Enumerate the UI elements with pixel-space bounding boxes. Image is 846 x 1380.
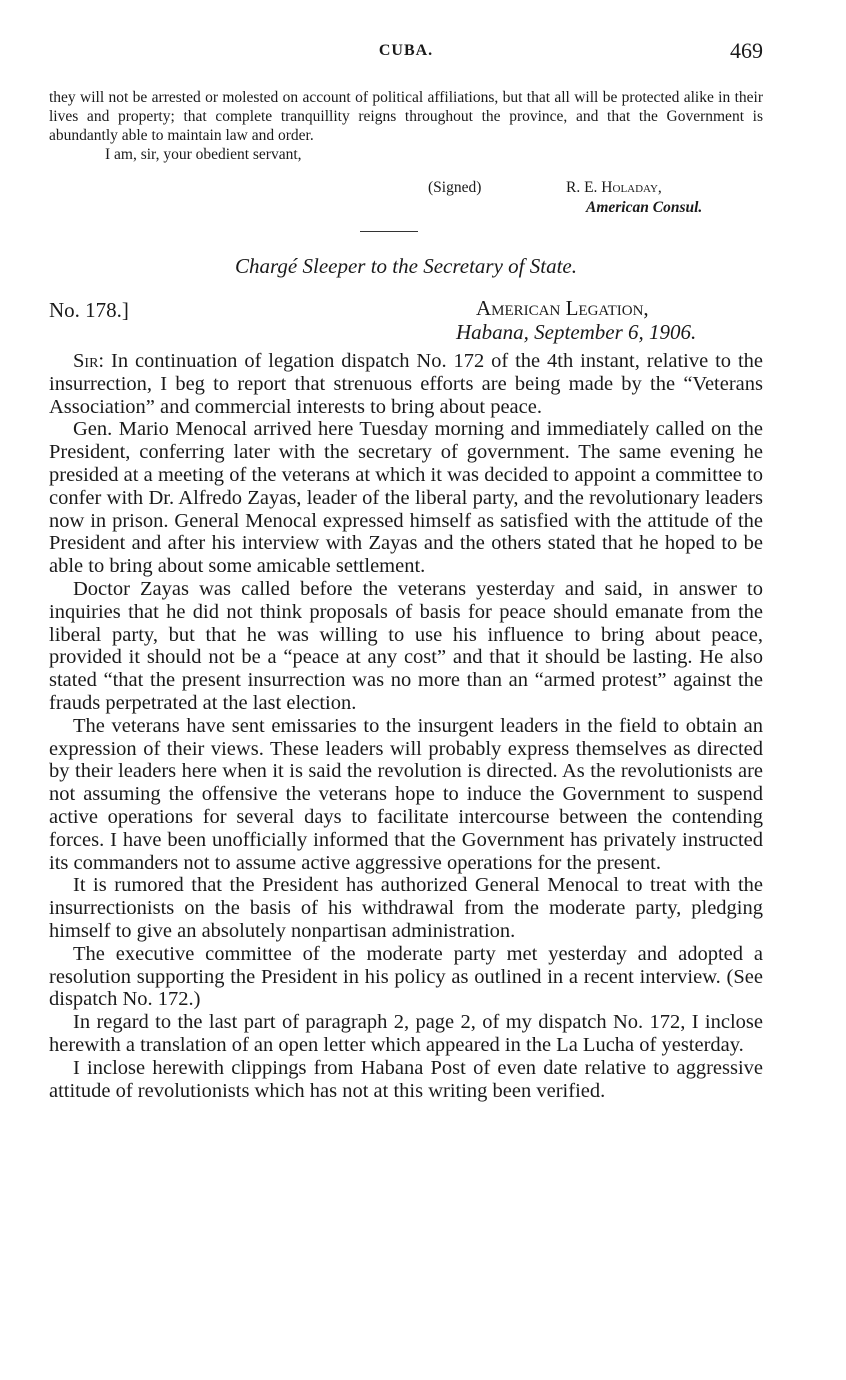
paragraph: In regard to the last part of paragraph 2, page 2, of my dispatch No. 172, I inclose herewith a translation of an open letter which appeared in the La Lucha of yesterday.: [49, 1011, 763, 1056]
paragraph: The executive committee of the moderate party met yesterday and adopted a resolution supporting the President in his policy as outlined in a recent interview. (See dispatch No. 172.): [49, 942, 763, 1011]
signer-name: R. E. Holaday,: [566, 179, 662, 196]
paragraph: I inclose herewith clippings from Habana Post of even date relative to aggressive attitude of revolutionists which has not at this writing been verified.: [49, 1056, 763, 1102]
paragraph-text: : In continuation of legation dispatch No. 172 of the 4th instant, relative to the insurrection, I beg to report that strenuous efforts are being made by the “Veterans Association” and commercial interests to bring about peace.: [49, 350, 763, 418]
paragraph: Gen. Mario Menocal arrived here Tuesday morning and immediately called on the President, conferring later with the secretary of government. The same evening he presided at a meeting of the veterans at which it was decided to appoint a committee to confer with Dr. Alfredo Zayas, leader of the liberal party, and the revolutionary leaders now in prison. General Menocal expressed himself as satisfied with the attitude of the President and after his interview with Zayas and the others stated that he hoped to be able to bring about some amicable settlement.: [49, 418, 763, 578]
page-number: 469: [730, 38, 763, 63]
signer-title: American Consul.: [586, 199, 703, 216]
section-divider: [360, 231, 418, 232]
paragraph: Doctor Zayas was called before the veterans yesterday and said, in answer to inquiries that he did not think proposals of basis for peace should emanate from the liberal party, but that he was willing to use his influence to bring about peace, provided it should not be a “peace at any cost” and that it should be lasting. He also stated “that the present insurrection was no more than an “armed protest” against the frauds perpetrated at the last election.: [49, 577, 763, 714]
running-head: [49, 38, 763, 68]
letter-heading: Chargé Sleeper to the Secretary of State.: [235, 254, 577, 278]
salutation: Sir: [73, 350, 99, 372]
paragraph: It is rumored that the President has authorized General Menocal to treat with the insurrectionists on the basis of his withdrawal from the moderate party, pledging himself to give an absolutely nonpartisan administration.: [49, 874, 763, 942]
valediction: I am, sir, your obedient servant,: [105, 146, 302, 163]
legation-name: American Legation,: [476, 296, 649, 320]
running-title: CUBA.: [378, 42, 434, 59]
dispatch-number: No. 178.]: [49, 298, 129, 322]
signed-label: (Signed): [428, 179, 482, 196]
previous-letter-closing: [49, 88, 763, 164]
letter-body: [49, 350, 763, 1102]
paragraph: The veterans have sent emissaries to the insurgent leaders in the field to obtain an expression of their views. These leaders will probably express themselves as directed by their leaders here when it is said the revolution is directed. As the revolutionists are not assuming the offensive the veterans hope to induce the Government to suspend active operations for several days to facilitate intercourse between the contending forces. I have been unofficially informed that the Government has privately instructed its commanders not to assume active aggressive operations for the present.: [49, 714, 763, 874]
closing-paragraph: they will not be arrested or molested on account of political affiliations, but that all will be protected alike in their lives and property; that complete tranquillity reigns throughout the province, and that the Government is abundantly able to maintain law and order.: [49, 89, 763, 144]
paragraph: [49, 350, 763, 418]
letter-date: Habana, September 6, 1906.: [456, 320, 697, 344]
